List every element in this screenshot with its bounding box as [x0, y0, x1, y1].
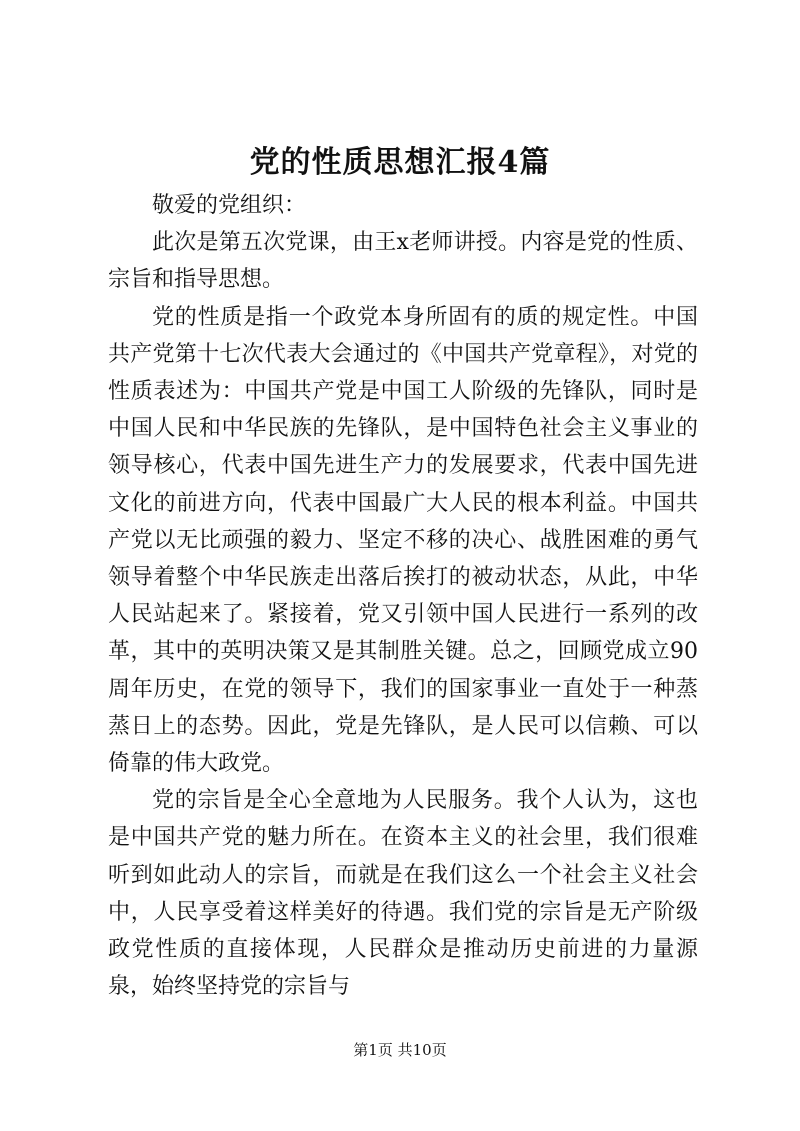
document-body	[108, 187, 698, 1005]
paragraph-intro: 此次是第五次党课，由王x老师讲授。内容是党的性质、宗旨和指导思想。	[108, 230, 698, 293]
page-number-footer: 第1页 共10页	[353, 1041, 447, 1059]
salutation: 敬爱的党组织：	[152, 193, 307, 218]
paragraph-nature: 党的性质是指一个政党本身所固有的质的规定性。中国共产党第十七次代表大会通过的《中国共产党章程》，对党的性质表述为：中国共产党是中国工人阶级的先锋队，同时是中国人民和中华民族的先锋队，是中国特色社会主义事业的领导核心，代表中国先进生产力的发展要求，代表中国先进文化的前进方向，代表中国最广大人民的根本利益。中国共产党以无比顽强的毅力、坚定不移的决心、战胜困难的勇气领导着整个中华民族走出落后挨打的被动状态，从此，中华人民站起来了。紧接着，党又引领中国人民进行一系列的改革，其中的英明决策又是其制胜关键。总之，回顾党成立90周年历史，在党的领导下，我们的国家事业一直处于一种蒸蒸日上的态势。因此，党是先锋队，是人民可以信赖、可以倚靠的伟大政党。	[108, 304, 698, 777]
paragraph-purpose: 党的宗旨是全心全意地为人民服务。我个人认为，这也是中国共产党的魅力所在。在资本主义的社会里，我们很难听到如此动人的宗旨，而就是在我们这么一个社会主义社会中，人民享受着这样美好的待遇。我们党的宗旨是无产阶级政党性质的直接体现，人民群众是推动历史前进的力量源泉，始终坚持党的宗旨与	[108, 788, 698, 1000]
document-title: 党的性质思想汇报4篇	[249, 145, 551, 180]
